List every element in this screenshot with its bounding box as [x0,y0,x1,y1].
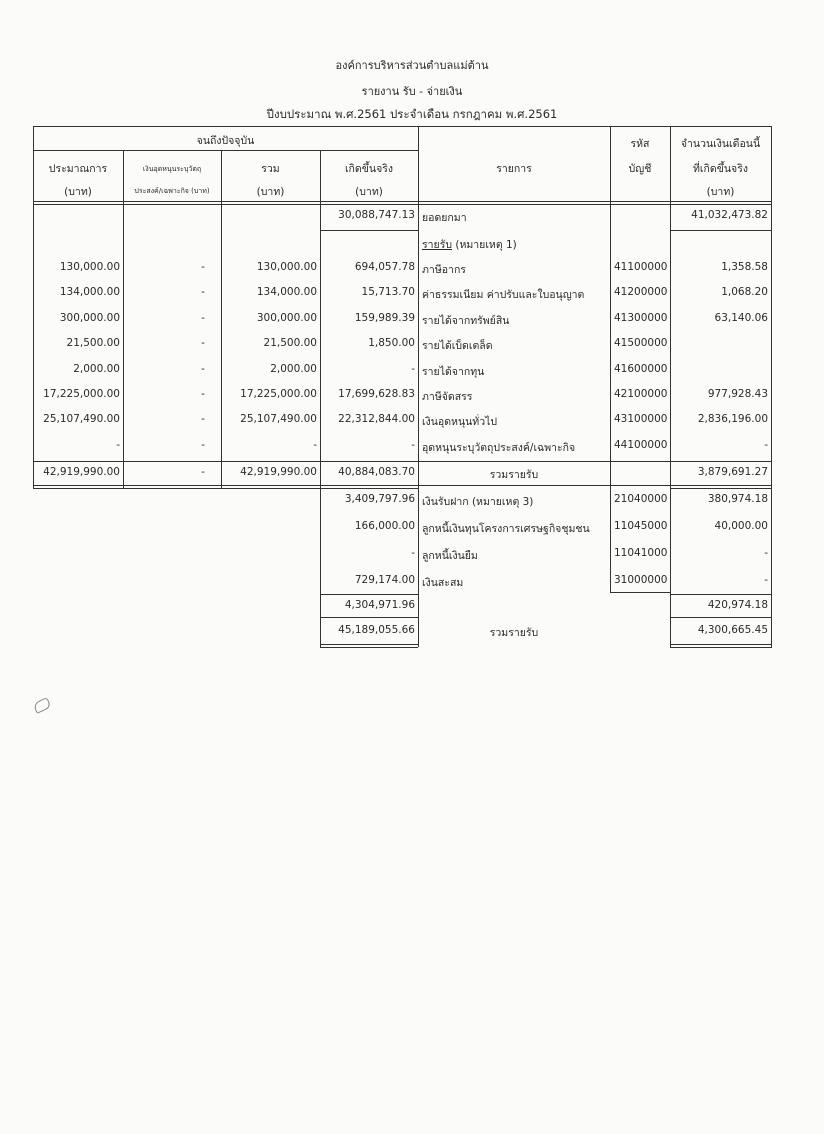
col-right-edge [771,126,772,647]
other-cell-actual: - [411,547,415,559]
rule-income-bottom-2 [33,488,418,489]
head-total-unit: (บาท) [256,186,285,198]
rule-top [33,126,772,127]
head-month-unit: (บาท) [706,186,735,198]
income-cell-month: 1,068.20 [721,286,768,299]
other-cell-item: ลูกหนี้เงินทุนโครงการเศรษฐกิจชุมชน [422,523,590,535]
income-cell-month: 1,358.58 [721,261,768,273]
head-actual-unit: (บาท) [355,186,383,198]
head-code-2: บัญชี [628,163,652,175]
rule-subhead [33,150,418,151]
opening-actual: 30,088,747.13 [338,209,415,221]
rule-opening-month [670,230,772,231]
income-cell-budget: 2,000.00 [73,362,120,375]
income-heading-label: รายรับ [422,239,452,251]
income-cell-item: ค่าธรรมเนียม ค่าปรับและใบอนุญาต [422,289,585,302]
other-cell-code: 11045000 [614,520,668,532]
rule-grand-actual-top [320,617,418,618]
income-cell-budget: 134,000.00 [59,286,120,299]
income-cell-total: - [313,438,317,451]
income-cell-code: 44100000 [614,438,668,451]
rule-code-end [610,592,670,593]
rule-income-top [33,461,772,462]
income-total-budget: 42,919,990.00 [43,466,120,478]
income-cell-code: 42100000 [614,388,668,400]
other-cell-month: - [764,574,768,586]
head-budget-unit: (บาท) [64,186,92,198]
income-heading-note: (หมายเหตุ 1) [455,239,517,251]
rule-income-bottom-3 [670,488,772,489]
head-code-1: รหัส [630,138,650,150]
income-cell-subsidy: - [201,311,205,324]
rule-grand-month-top [670,617,772,618]
income-total-label: รวมรายรับ [489,469,539,481]
other-subtotal-actual: 4,304,971.96 [344,599,415,611]
other-cell-month: 40,000.00 [714,520,768,532]
rule-grand-actual-1 [320,644,418,645]
rule-grand-month-2 [670,647,772,648]
other-cell-code: 11041000 [614,547,668,559]
income-cell-actual: 17,699,628.83 [338,388,415,400]
income-cell-subsidy: - [201,362,205,375]
income-cell-subsidy: - [201,413,205,426]
rule-opening-actual [320,230,418,231]
income-cell-budget: 300,000.00 [59,311,120,324]
rule-subtotal-actual [320,594,418,595]
grand-total-month: 4,300,665.45 [697,624,768,636]
head-actual: เกิดขึ้นจริง [344,163,394,175]
income-cell-actual: 694,057.78 [354,261,415,273]
col-left-edge [33,126,34,488]
income-cell-month: 2,836,196.00 [697,413,768,426]
scan-mark [32,697,51,714]
income-total-actual: 40,884,083.70 [338,466,415,478]
income-cell-month: 977,928.43 [707,388,768,400]
rule-income-bottom-1 [33,485,772,486]
other-cell-item: เงินรับฝาก (หมายเหตุ 3) [422,496,534,508]
other-cell-item: เงินสะสม [422,577,464,589]
income-total-month: 3,879,691.27 [697,466,768,478]
income-cell-subsidy: - [201,337,205,350]
rule-grand-month-1 [670,644,772,645]
income-cell-total: 300,000.00 [256,311,317,324]
other-subtotal-month: 420,974.18 [707,599,768,611]
income-cell-actual: 15,713.70 [361,286,415,299]
head-month-1: จำนวนเงินเดือนนี้ [680,138,761,150]
other-cell-code: 21040000 [614,493,668,505]
income-cell-item: อุดหนุนระบุวัตถุประสงค์/เฉพาะกิจ [422,441,576,454]
income-cell-item: รายได้เบ็ดเตล็ด [422,340,493,353]
head-subsidy-1: เงินอุดหนุนระบุวัตถุ [142,165,202,173]
head-to-date: จนถึงปัจจุบัน [196,135,255,147]
other-cell-actual: 3,409,797.96 [344,493,415,505]
other-cell-month: 380,974.18 [707,493,768,505]
income-cell-code: 41500000 [614,337,668,350]
income-total-total: 42,919,990.00 [240,466,317,478]
opening-month: 41,032,473.82 [691,209,768,221]
income-cell-actual: - [411,362,415,375]
other-cell-actual: 729,174.00 [354,574,415,586]
income-cell-actual: - [411,438,415,451]
rule-grand-actual-2 [320,647,418,648]
income-cell-actual: 1,850.00 [368,337,415,350]
income-cell-budget: 130,000.00 [59,261,120,273]
income-total-subsidy: - [201,466,205,478]
income-cell-budget: 21,500.00 [66,337,120,350]
income-cell-code: 41100000 [614,261,668,273]
report-period: ปีงบประมาณ พ.ศ.2561 ประจำเดือน กรกฎาคม พ.ศ.2561 [266,107,558,121]
col-sep-4 [418,126,419,647]
grand-total-label: รวมรายรับ [489,627,539,639]
income-cell-month: - [764,438,768,451]
opening-item: ยอดยกมา [422,212,467,224]
income-cell-total: 2,000.00 [270,362,317,375]
rule-head-1 [33,201,772,202]
col-sep-6 [670,126,671,647]
head-month-2: ที่เกิดขึ้นจริง [693,163,748,175]
income-cell-item: ภาษีจัดสรร [422,391,473,403]
rule-head-2 [33,204,772,205]
income-cell-budget: 25,107,490.00 [43,413,120,426]
income-cell-actual: 159,989.39 [354,311,415,324]
other-cell-code: 31000000 [614,574,668,586]
income-cell-subsidy: - [201,286,205,299]
income-cell-code: 41300000 [614,311,668,324]
head-budget: ประมาณการ [48,163,108,175]
income-cell-item: ภาษีอากร [422,264,466,276]
income-cell-total: 21,500.00 [263,337,317,350]
income-cell-total: 130,000.00 [256,261,317,273]
other-cell-item: ลูกหนี้เงินยืม [422,550,478,562]
income-cell-month: 63,140.06 [714,311,768,324]
income-cell-item: เงินอุดหนุนทั่วไป [422,416,498,429]
income-cell-budget: 17,225,000.00 [43,388,120,400]
income-cell-total: 17,225,000.00 [240,388,317,400]
income-cell-total: 25,107,490.00 [240,413,317,426]
income-cell-code: 43100000 [614,413,668,426]
org-title: องค์การบริหารส่วนตำบลแม่ต้าน [335,59,489,72]
col-sep-5 [610,126,611,592]
rule-subtotal-month [670,594,772,595]
income-cell-item: รายได้จากทรัพย์สิน [422,314,510,327]
income-cell-code: 41200000 [614,286,668,299]
grand-total-actual: 45,189,055.66 [338,624,415,636]
head-total: รวม [261,163,280,175]
income-cell-code: 41600000 [614,362,668,375]
report-title: รายงาน รับ - จ่ายเงิน [361,85,463,98]
income-heading [422,236,517,253]
other-cell-actual: 166,000.00 [354,520,415,532]
income-cell-actual: 22,312,844.00 [338,413,415,426]
income-cell-item: รายได้จากทุน [422,365,485,378]
income-cell-budget: - [116,438,120,451]
income-cell-subsidy: - [201,388,205,400]
income-cell-subsidy: - [201,438,205,451]
head-item: รายการ [496,163,532,175]
income-cell-total: 134,000.00 [256,286,317,299]
other-cell-month: - [764,547,768,559]
head-subsidy-2: ประสงค์/เฉพาะกิจ (บาท) [134,187,210,195]
income-cell-subsidy: - [201,261,205,273]
